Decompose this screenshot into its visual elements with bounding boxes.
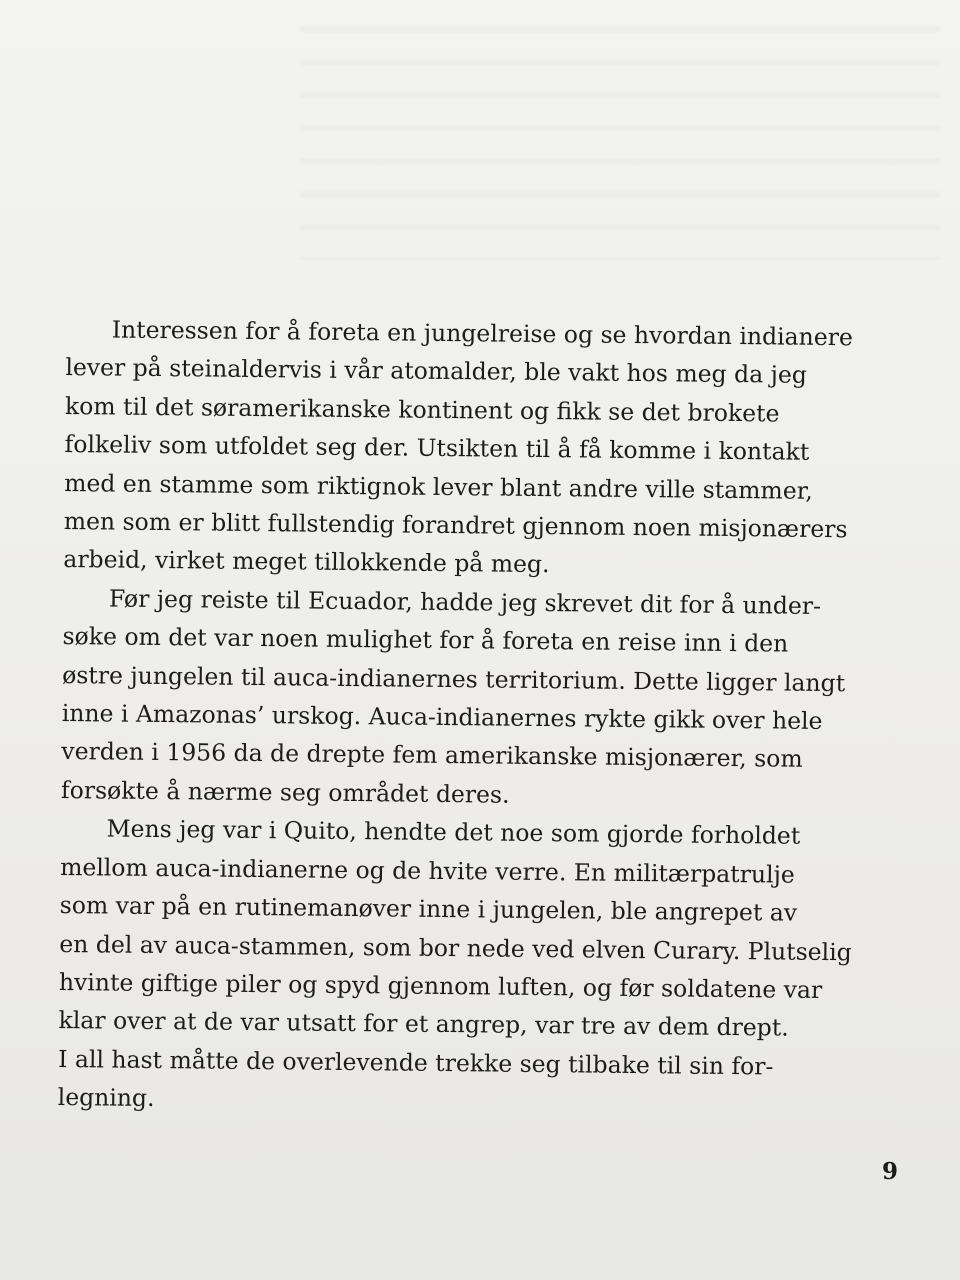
text-line: klar over at de var utsatt for et angrep, var tre av dem drept. [58,1006,789,1042]
body-text [58,310,886,1125]
text-line: lever på steinaldervis i vår atomalder, ble vakt hos meg da jeg [65,353,808,390]
text-line: som var på en rutinemanøver inne i jungelen, ble angrepet av [59,891,798,927]
text-line: mellom auca-indianerne og de hvite verre. En militærpatrulje [60,852,795,889]
text-line: en del av auca-stammen, som bor nede ved elven Curary. Plutselig [59,929,852,966]
text-line: arbeid, virket meget tillokkende på meg. [63,545,550,579]
text-line: hvinte giftige piler og spyd gjennom luften, og før soldatene var [58,967,823,1004]
text-line: kom til det søramerikanske kontinent og fikk se det brokete [64,391,780,428]
text-line: men som er blitt fullstendig forandret gjennom noen misjonærers [63,507,848,544]
show-through-text [300,0,940,260]
text-line: verden i 1956 da de drepte fem amerikanske misjonærer, som [61,737,803,774]
paragraph-3 [58,809,881,1125]
text-line: legning. [57,1083,155,1113]
text-line: I all hast måtte de overlevende trekke seg tilbake til sin for- [58,1044,774,1081]
text-line: folkeliv som utfoldet seg der. Utsikten til å få komme i kontakt [64,430,810,467]
paragraph-1 [63,310,886,587]
text-line: forsøkte å nærme seg området deres. [60,775,510,809]
text-line: Interessen for å foreta en jungelreise og se hvordan indianere [111,315,853,352]
paragraph-2 [61,579,883,818]
text-line: med en stamme som riktignok lever blant andre ville stammer, [64,468,813,505]
text-line: Før jeg reiste til Ecuador, hadde jeg skrevet dit for å under- [108,584,822,620]
page-number: 9 [881,1158,898,1185]
text-line: inne i Amazonas’ urskog. Auca-indianernes rykte gikk over hele [61,699,823,736]
text-line: Mens jeg var i Quito, hendte det noe som gjorde forholdet [106,814,801,850]
text-line: østre jungelen til auca-indianernes territorium. Dette ligger langt [62,660,846,697]
text-line: søke om det var noen mulighet for å foreta en reise inn i den [62,622,789,658]
